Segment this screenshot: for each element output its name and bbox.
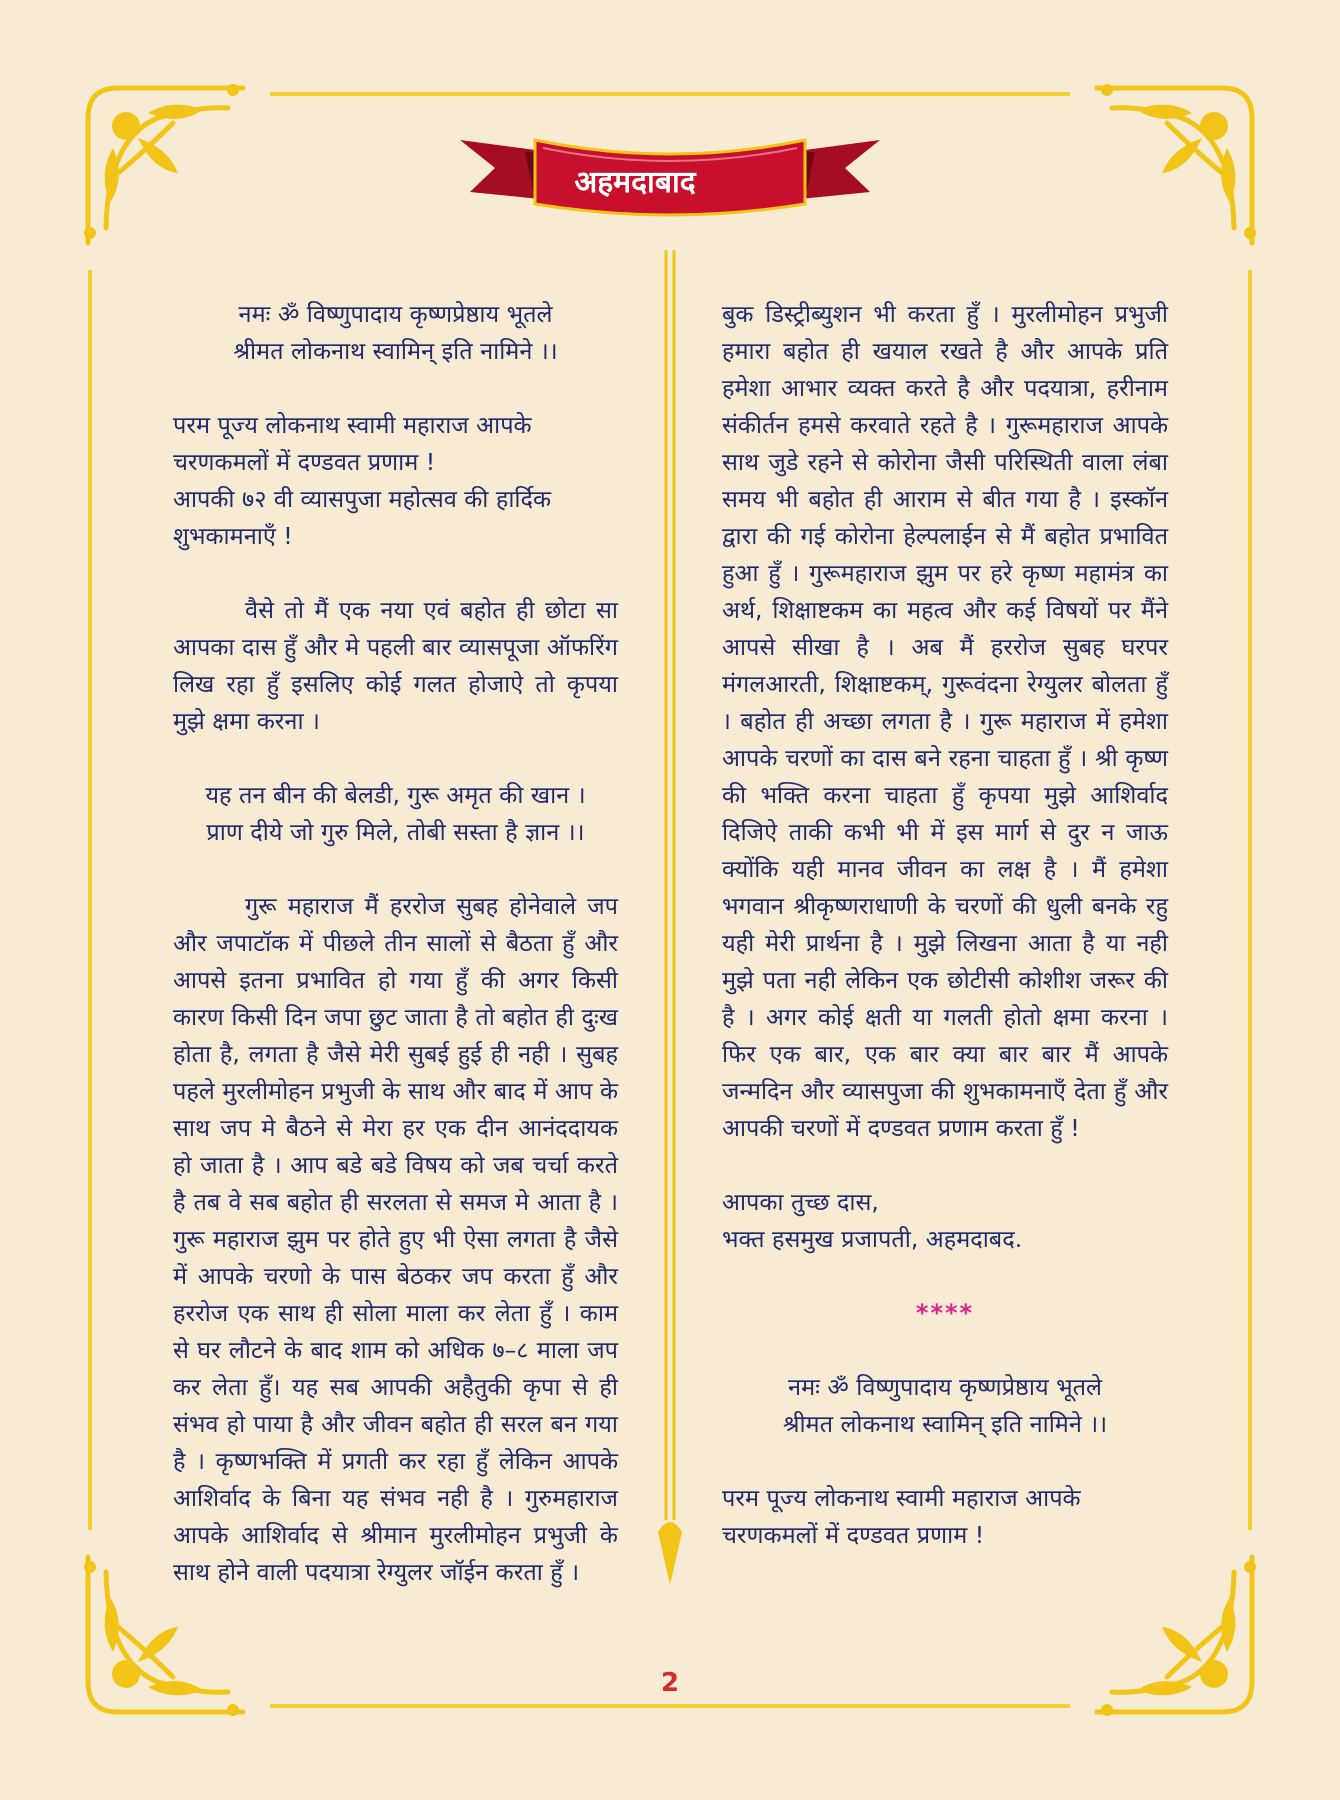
- invocation-verse: [173, 296, 618, 370]
- corner-ornament-bottom-right: [1092, 1552, 1262, 1722]
- greeting: [722, 1480, 1168, 1554]
- signoff-line: भक्त हसमुख प्रजापती, अहमदाबद.: [722, 1225, 1023, 1253]
- invocation-line: श्रीमत लोकनाथ स्वामिन् इति नामिने ।।: [782, 1410, 1108, 1438]
- greeting-line: चरणकमलों में दण्डवत प्रणाम !: [173, 448, 436, 476]
- separator-stars: ****: [915, 1299, 975, 1327]
- right-column: [722, 296, 1168, 1554]
- corner-ornament-top-right: [1092, 78, 1262, 248]
- greeting-line: परम पूज्य लोकनाथ स्वामी महाराज आपके: [722, 1484, 1081, 1512]
- body-paragraph: गुरू महाराज मैं हररोज सुबह होनेवाले जप और जपाटॉक में पीछले तीन सालों से बैठता हुँ और आपसे इतना प्रभावित हो गया हुँ की अगर किसी कारण किसी दिन जपा छुट जाता है तो बहोत ही दुःख होता है, लगता है जैसे मेरी सुबई हुई ही नही । सुबह पहले मुरलीमोहन प्रभुजी के साथ और बाद में आप के साथ जप मे बैठने से मेरा हर एक दीन आनंददायक हो जाता है । आप बडे बडे विषय को जब चर्चा करते है तब वे सब बहोत ही सरलता से समज मे आता है । गुरू महाराज झुम पर होते हुए भी ऐसा लगता है जैसे में आपके चरणो के पास बेठकर जप करता हुँ और हररोज एक साथ ही सोला माला कर लेता हुँ । काम से घर लौटने के बाद शाम को अधिक ७–८ माला जप कर लेता हुँ। यह सब आपकी अहैतुकी कृपा से ही संभव हो पाया है और जीवन बहोत ही सरल बन गया है । कृष्णभक्ति में प्रगती कर रहा हुँ लेकिन आपके आशिर्वाद के बिना यह संभव नही है । गुरुमहाराज आपके आशिर्वाद से श्रीमान मुरलीमोहन प्रभुजी के साथ होने वाली पदयात्रा रेग्युलर जॉईन करता हुँ ।: [173, 892, 618, 1586]
- frame-bottom-line: [270, 1704, 1070, 1708]
- body-paragraph: बुक डिस्ट्रीब्युशन भी करता हुँ । मुरलीमोहन प्रभुजी हमारा बहोत ही खयाल रखते है और आपके प्रति हमेशा आभार व्यक्त करते है और पदयात्रा, हरीनाम संकीर्तन हमसे करवाते रहते है । गुरूमहाराज आपके साथ जुडे रहने से कोरोना जैसी परिस्थिती वाला लंबा समय भी बहोत ही आराम से बीत गया है । इस्कॉन द्वारा की गई कोरोना हेल्पलाईन से मैं बहोत प्रभावित हुआ हुँ । गुरूमहाराज झुम पर हरे कृष्ण महामंत्र का अर्थ, शिक्षाष्टकम का महत्व और कई विषयों पर मैंने आपसे सीखा है । अब मैं हररोज सुबह घरपर मंगलआरती, शिक्षाष्टकम्, गुरूवंदना रेग्युलर बोलता हुँ । बहोत ही अच्छा लगता है । गुरू महाराज में हमेशा आपके चरणों का दास बने रहना चाहता हुँ । श्री कृष्ण की भक्ति करना चाहता हुँ कृपया मुझे आशिर्वाद दिजिऐ ताकी कभी भी में इस मार्ग से दुर न जाऊ क्योंकि यही मानव जीवन का लक्ष है । मैं हमेशा भगवान श्रीकृष्णराधाणी के चरणों की धुली बनके रहु यही मेरी प्रार्थना है । मुझे लिखना आता है या नही मुझे पता नही लेकिन एक छोटीसी कोशीश जरूर की है । अगर कोई क्षती या गलती होतो क्षमा करना । फिर एक बार, एक बार क्या बार बार मैं आपके जन्मदिन और व्यासपुजा की शुभकामनाएँ देता हुँ और आपकी चरणों में दण्डवत प्रणाम करता हुँ !: [722, 300, 1168, 1142]
- page-title: अहमदाबाद: [574, 165, 696, 200]
- invocation-line: नमः ॐ विष्णुपादाय कृष्णप्रेष्ठाय भूतले: [788, 1373, 1102, 1401]
- doha-verse: [173, 777, 618, 851]
- greeting-line: आपकी ७२ वी व्यासपुजा महोत्सव की हार्दिक: [173, 485, 552, 513]
- body-paragraph: वैसे तो मैं एक नया एवं बहोत ही छोटा सा आपका दास हुँ और मे पहली बार व्यासपूजा ऑफरिंग लिख रहा हुँ इसलिए कोई गलत होजाऐ तो कृपया मुझे क्षमा करना ।: [173, 596, 618, 735]
- greeting: [173, 407, 618, 555]
- doha-line: यह तन बीन की बेलडी, गुरू अमृत की खान ।: [205, 781, 586, 809]
- doha-line: प्राण दीये जो गुरु मिले, तोबी सस्ता है ज्ञान ।।: [206, 818, 585, 846]
- greeting-line: चरणकमलों में दण्डवत प्रणाम !: [722, 1521, 985, 1549]
- page-number: 2: [660, 1668, 680, 1698]
- greeting-line: परम पूज्य लोकनाथ स्वामी महाराज आपके: [173, 411, 532, 439]
- frame-left-line: [88, 270, 92, 1530]
- invocation-line: श्रीमत लोकनाथ स्वामिन् इति नामिने ।।: [233, 337, 558, 365]
- center-divider: [655, 250, 685, 1590]
- signoff-line: आपका तुच्छ दास,: [722, 1188, 879, 1216]
- greeting-line: शुभकामनाएँ !: [173, 522, 293, 550]
- invocation-line: नमः ॐ विष्णुपादाय कृष्णप्रेष्ठाय भूतले: [238, 300, 553, 328]
- frame-right-line: [1248, 270, 1252, 1530]
- signoff: [722, 1184, 1168, 1258]
- left-column: [173, 296, 618, 1591]
- frame-top-line: [270, 92, 1070, 96]
- invocation-verse: [722, 1369, 1168, 1443]
- corner-ornament-top-left: [78, 78, 248, 248]
